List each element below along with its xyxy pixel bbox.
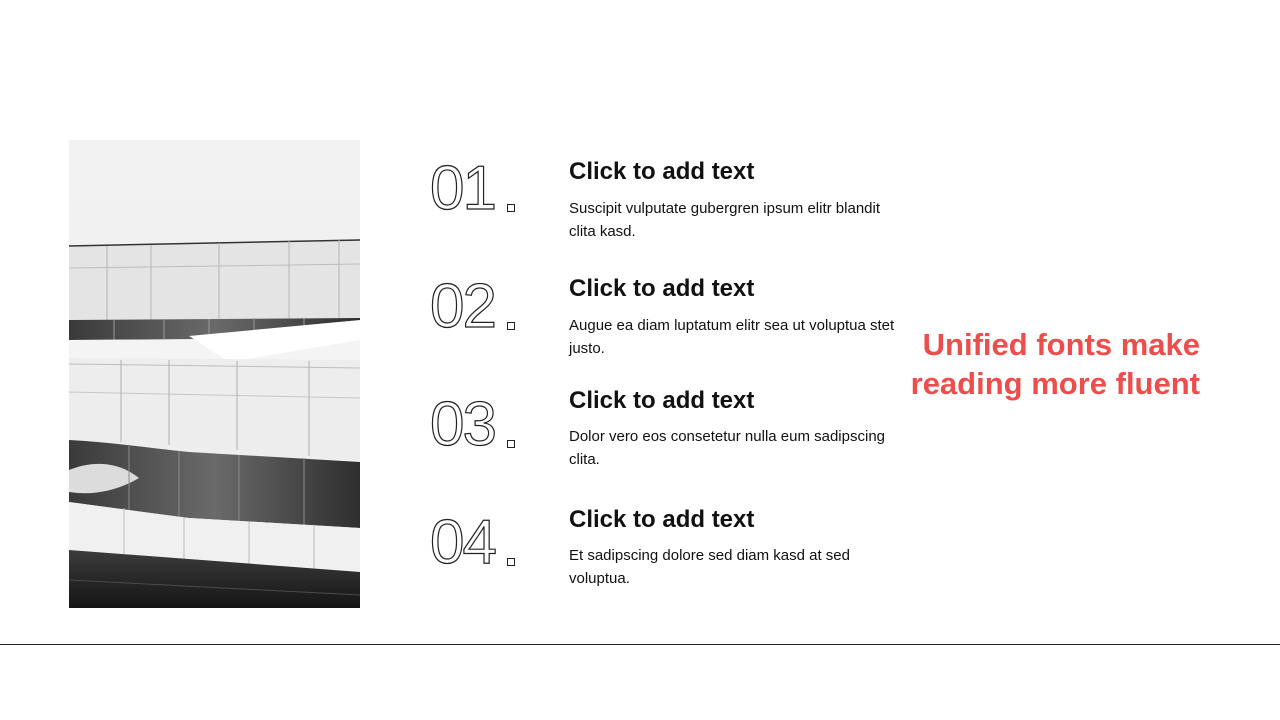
number-dot — [507, 204, 515, 212]
item-description[interactable]: Et sadipscing dolore sed diam kasd at sed voluptua. — [569, 547, 850, 587]
list-item-4 — [425, 506, 945, 612]
item-description[interactable]: Augue ea diam luptatum elitr sea ut voluptua stet justo. — [569, 317, 895, 357]
list-item-1 — [425, 154, 945, 258]
item-description[interactable]: Dolor vero eos consetetur nulla eum sadipscing clita. — [569, 428, 886, 468]
item-number: 04 — [430, 508, 495, 577]
number-dot — [507, 558, 515, 566]
list-item-2 — [425, 272, 945, 376]
tagline[interactable]: Unified fonts make reading more fluent — [910, 327, 1200, 401]
item-number: 02 — [430, 272, 495, 341]
item-title[interactable]: Click to add text — [569, 158, 755, 185]
item-title[interactable]: Click to add text — [569, 387, 755, 414]
bottom-divider — [0, 644, 1280, 645]
item-title[interactable]: Click to add text — [569, 275, 755, 302]
number-dot — [507, 322, 515, 330]
number-dot — [507, 440, 515, 448]
item-number: 01 — [430, 154, 495, 223]
item-number: 03 — [430, 390, 495, 459]
list-item-3 — [425, 387, 945, 494]
item-title[interactable]: Click to add text — [569, 506, 755, 533]
item-description[interactable]: Suscipit vulputate gubergren ipsum elitr blandit clita kasd. — [569, 200, 881, 240]
